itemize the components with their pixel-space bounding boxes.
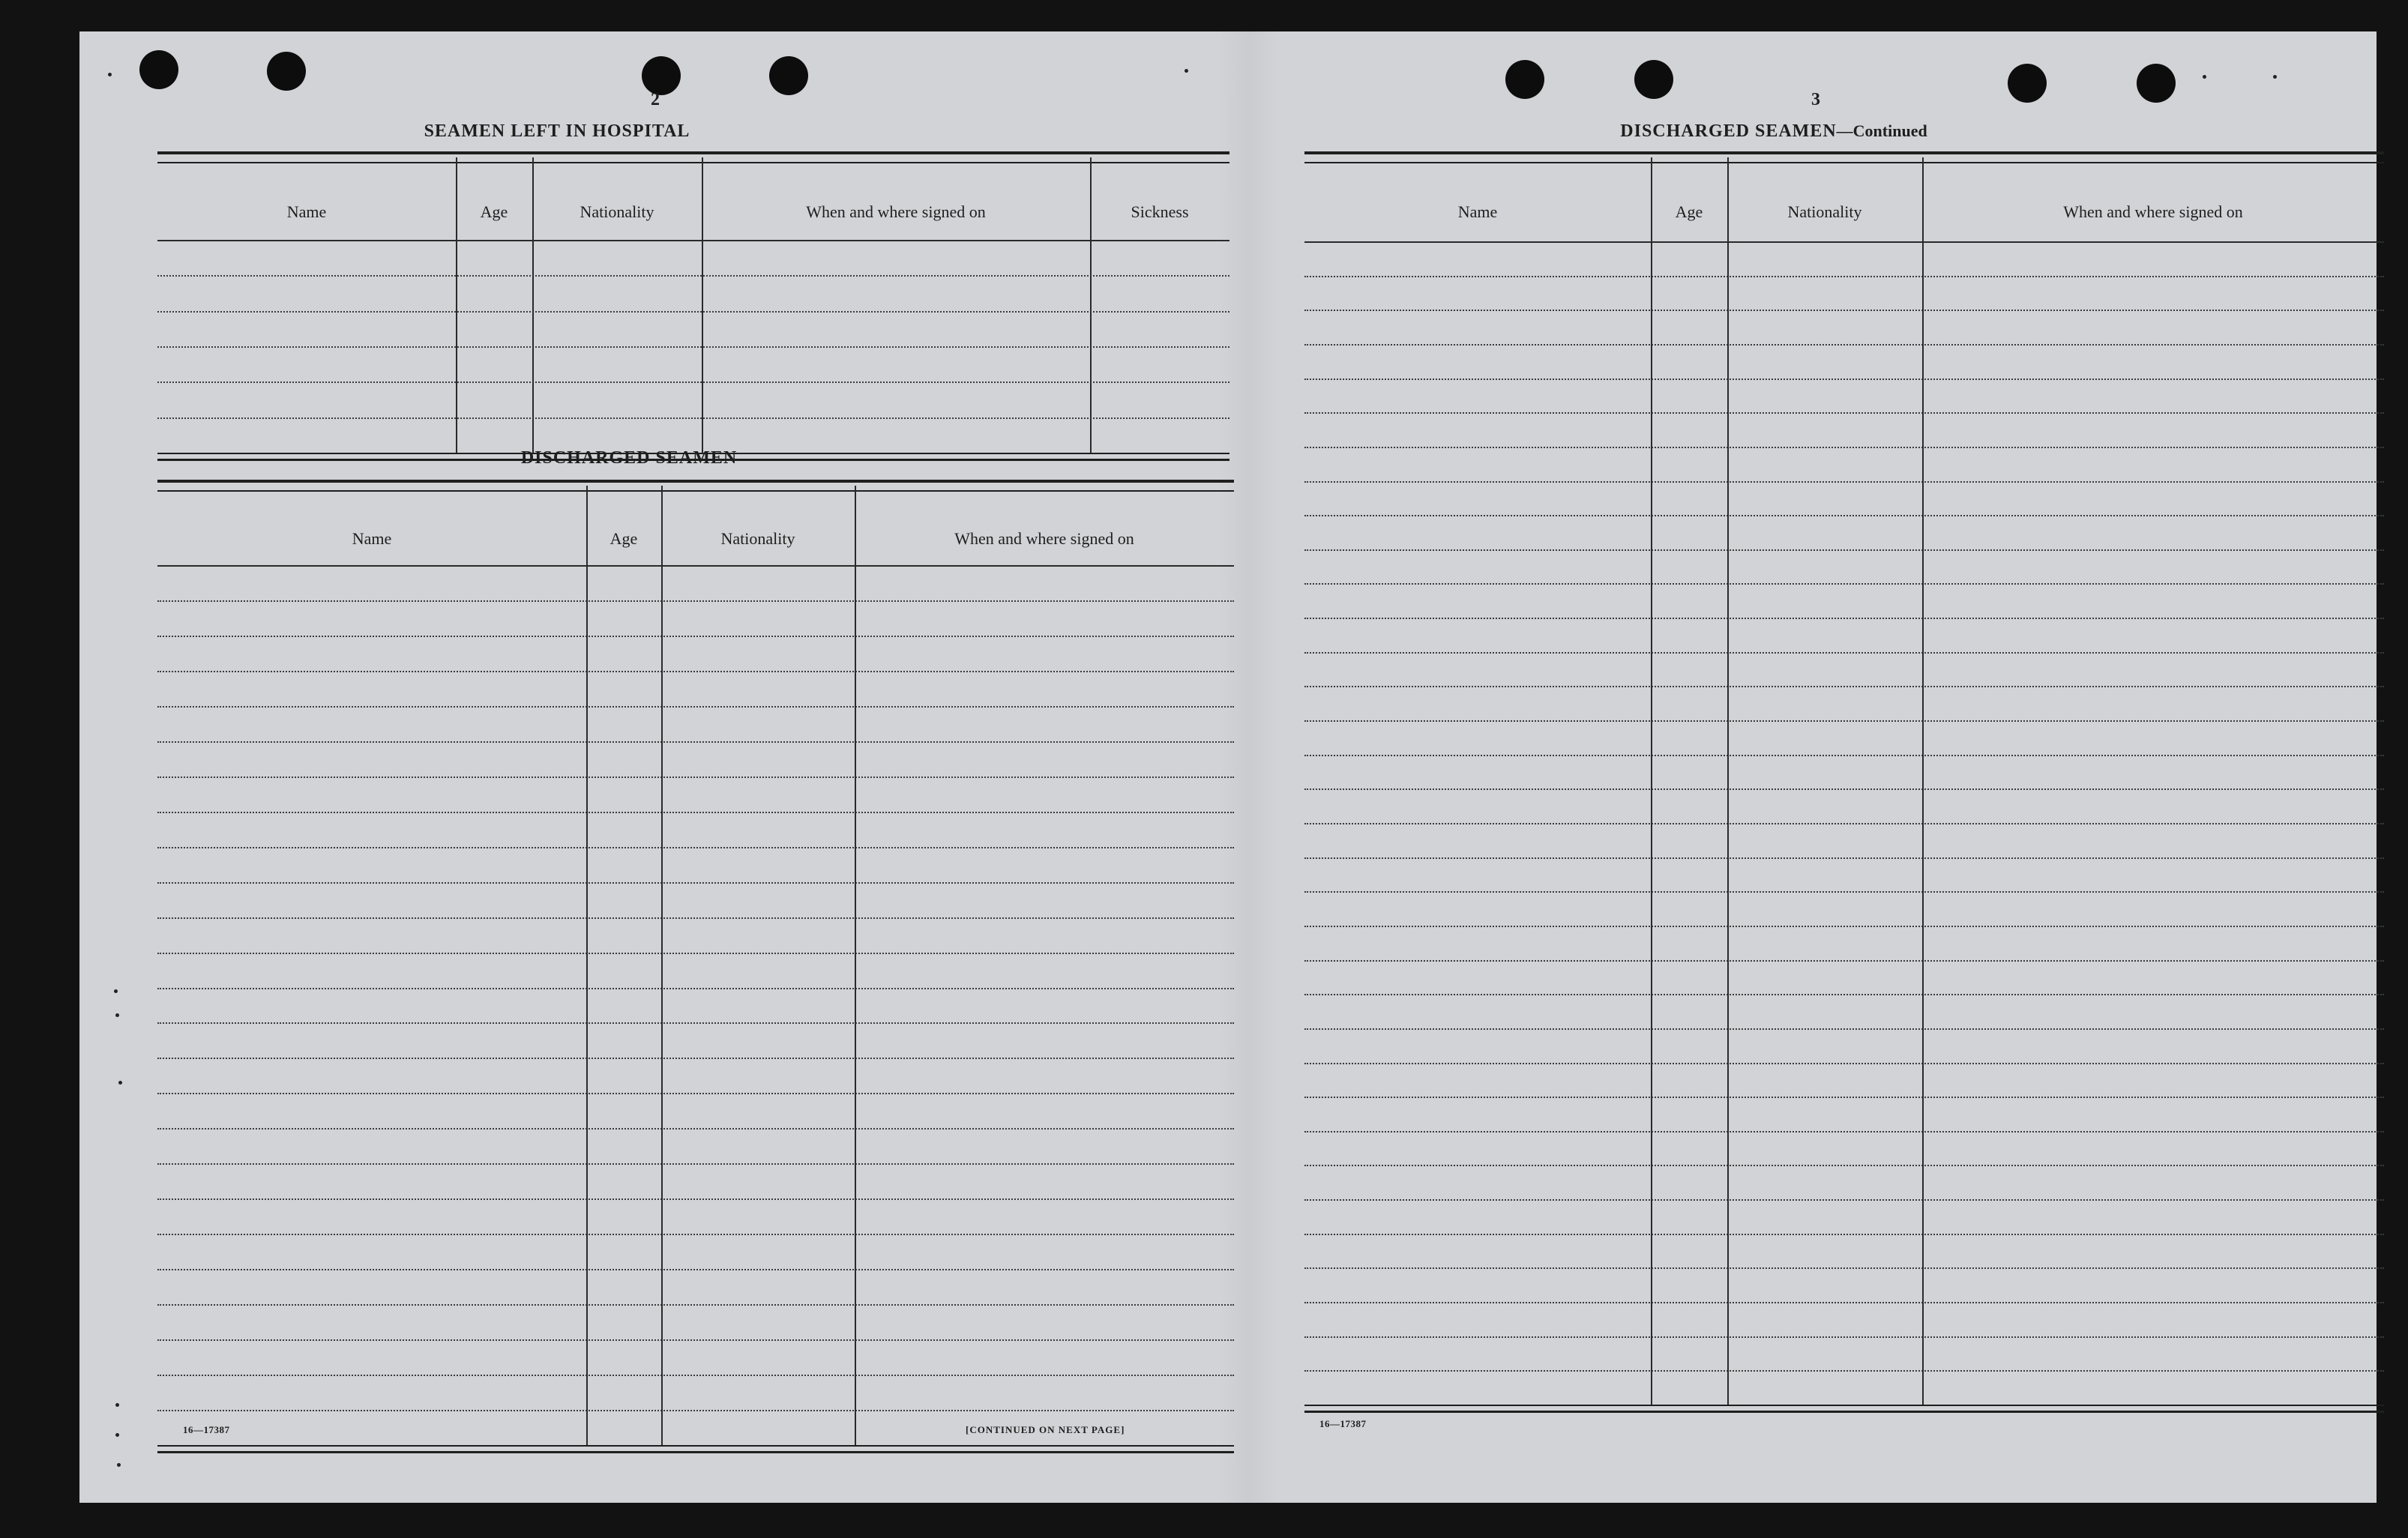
column-header: Nationality: [720, 529, 795, 548]
column-header: Nationality: [580, 202, 654, 221]
table-row-line: [1304, 549, 2384, 551]
table-row-line: [157, 417, 1229, 419]
table-row-line: [1304, 1370, 2384, 1372]
table-row-line: [1304, 1131, 2384, 1133]
speck-mark: [2203, 75, 2206, 79]
table-row-line: [157, 1093, 1234, 1094]
column-divider: [1090, 157, 1092, 453]
table-row-line: [157, 275, 1229, 277]
table-row-line: [1304, 686, 2384, 687]
punch-hole: [1634, 60, 1673, 99]
speck-mark: [115, 1013, 119, 1017]
table-row-line: [157, 1163, 1234, 1165]
table-row-line: [157, 671, 1234, 672]
table-row-line: [157, 741, 1234, 743]
column-divider: [456, 157, 457, 453]
table-row-line: [1304, 379, 2384, 380]
table-row-line: [157, 1198, 1234, 1200]
speck-mark: [2273, 75, 2277, 79]
column-header: Age: [609, 529, 638, 548]
column-header: Name: [352, 529, 392, 548]
table-row-line: [1304, 310, 2384, 311]
table-row-line: [1304, 1234, 2384, 1235]
table-row-line: [157, 1410, 1234, 1411]
page-number: 3: [1811, 90, 1820, 109]
table-row-line: [157, 847, 1234, 848]
table-row-line: [157, 882, 1234, 884]
column-divider: [586, 486, 588, 1445]
column-divider: [702, 157, 703, 453]
punch-hole: [139, 50, 178, 89]
table-row-line: [1304, 891, 2384, 893]
column-divider: [855, 486, 856, 1445]
table-row-line: [1304, 994, 2384, 995]
paper-sheet: [79, 31, 2377, 1503]
column-divider: [532, 157, 534, 453]
speck-mark: [114, 989, 118, 993]
speck-mark: [115, 1403, 119, 1407]
table-row-line: [157, 988, 1234, 989]
speck-mark: [115, 1433, 119, 1437]
table-row-line: [157, 1022, 1234, 1024]
form-code: 16—17387: [183, 1424, 230, 1435]
table-row-line: [1304, 447, 2384, 448]
table-row-line: [157, 1128, 1234, 1130]
column-divider: [1651, 157, 1652, 1405]
table-row-line: [157, 776, 1234, 778]
table-row-line: [1304, 1028, 2384, 1030]
table-row-line: [157, 953, 1234, 954]
table-bottom-rule: [157, 1445, 1234, 1453]
continued-note: [CONTINUED ON NEXT PAGE]: [966, 1424, 1125, 1435]
speck-mark: [1185, 69, 1188, 73]
table-row-line: [1304, 960, 2384, 962]
table-row-line: [157, 1269, 1234, 1270]
table-row-line: [1304, 857, 2384, 859]
speck-mark: [117, 1463, 121, 1467]
table-row-line: [1304, 344, 2384, 346]
column-header: When and where signed on: [806, 202, 986, 221]
table-row-line: [157, 917, 1234, 919]
table-row-line: [1304, 481, 2384, 483]
discharged-continued-table: [1304, 151, 2384, 1448]
table-top-rule: [1304, 151, 2384, 163]
table-row-line: [1304, 720, 2384, 722]
table-row-line: [157, 706, 1234, 708]
table-row-line: [1304, 1267, 2384, 1269]
punch-hole: [2137, 64, 2176, 103]
table-row-line: [157, 600, 1234, 602]
column-header: Name: [286, 202, 327, 221]
section-title-discharged: DISCHARGED SEAMEN: [520, 448, 738, 468]
section-title-discharged-continued: [1586, 121, 1961, 142]
page-number: 2: [651, 90, 660, 109]
table-row-line: [157, 382, 1229, 383]
speck-mark: [118, 1081, 122, 1085]
discharged-table: [157, 480, 1234, 1454]
column-header: Nationality: [1787, 202, 1862, 221]
column-divider: [661, 486, 663, 1445]
header-underline: [157, 565, 1234, 567]
speck-mark: [108, 73, 112, 76]
column-header: Name: [1457, 202, 1498, 221]
punch-hole: [769, 56, 808, 95]
column-divider: [1727, 157, 1729, 1405]
table-row-line: [157, 1234, 1234, 1235]
table-row-line: [1304, 1063, 2384, 1064]
table-row-line: [157, 636, 1234, 637]
form-code: 16—17387: [1319, 1418, 1367, 1429]
column-header: When and where signed on: [2063, 202, 2243, 221]
punch-hole: [267, 52, 306, 91]
table-row-line: [1304, 652, 2384, 654]
table-row-line: [1304, 276, 2384, 277]
table-row-line: [1304, 788, 2384, 790]
hospital-table: [157, 151, 1229, 459]
table-row-line: [1304, 823, 2384, 824]
table-row-line: [1304, 1199, 2384, 1201]
table-row-line: [1304, 515, 2384, 516]
table-row-line: [1304, 926, 2384, 927]
table-row-line: [1304, 1165, 2384, 1166]
table-row-line: [157, 346, 1229, 348]
table-row-line: [157, 1375, 1234, 1376]
table-row-line: [1304, 618, 2384, 619]
header-underline: [157, 240, 1229, 241]
table-row-line: [1304, 1336, 2384, 1338]
column-header: Age: [480, 202, 508, 221]
column-header: Sickness: [1131, 202, 1189, 221]
table-row-line: [1304, 1302, 2384, 1303]
table-row-line: [1304, 1097, 2384, 1098]
table-bottom-rule: [1304, 1405, 2384, 1413]
table-row-line: [157, 1339, 1234, 1341]
section-title-hospital: SEAMEN LEFT IN HOSPITAL: [424, 121, 690, 141]
column-header: Age: [1675, 202, 1703, 221]
table-row-line: [157, 812, 1234, 813]
section-title-text: DISCHARGED SEAMEN: [1620, 121, 1837, 141]
table-row-line: [157, 1058, 1234, 1059]
punch-hole: [1505, 60, 1544, 99]
section-title-suffix: —Continued: [1836, 121, 1927, 140]
column-header: When and where signed on: [954, 529, 1134, 548]
punch-hole: [2008, 64, 2047, 103]
column-divider: [1922, 157, 1924, 1405]
table-row-line: [1304, 583, 2384, 585]
table-row-line: [1304, 412, 2384, 414]
header-underline: [1304, 241, 2384, 243]
table-row-line: [1304, 755, 2384, 756]
table-top-rule: [157, 480, 1234, 492]
table-row-line: [157, 1304, 1234, 1306]
table-top-rule: [157, 151, 1229, 163]
table-row-line: [157, 311, 1229, 313]
